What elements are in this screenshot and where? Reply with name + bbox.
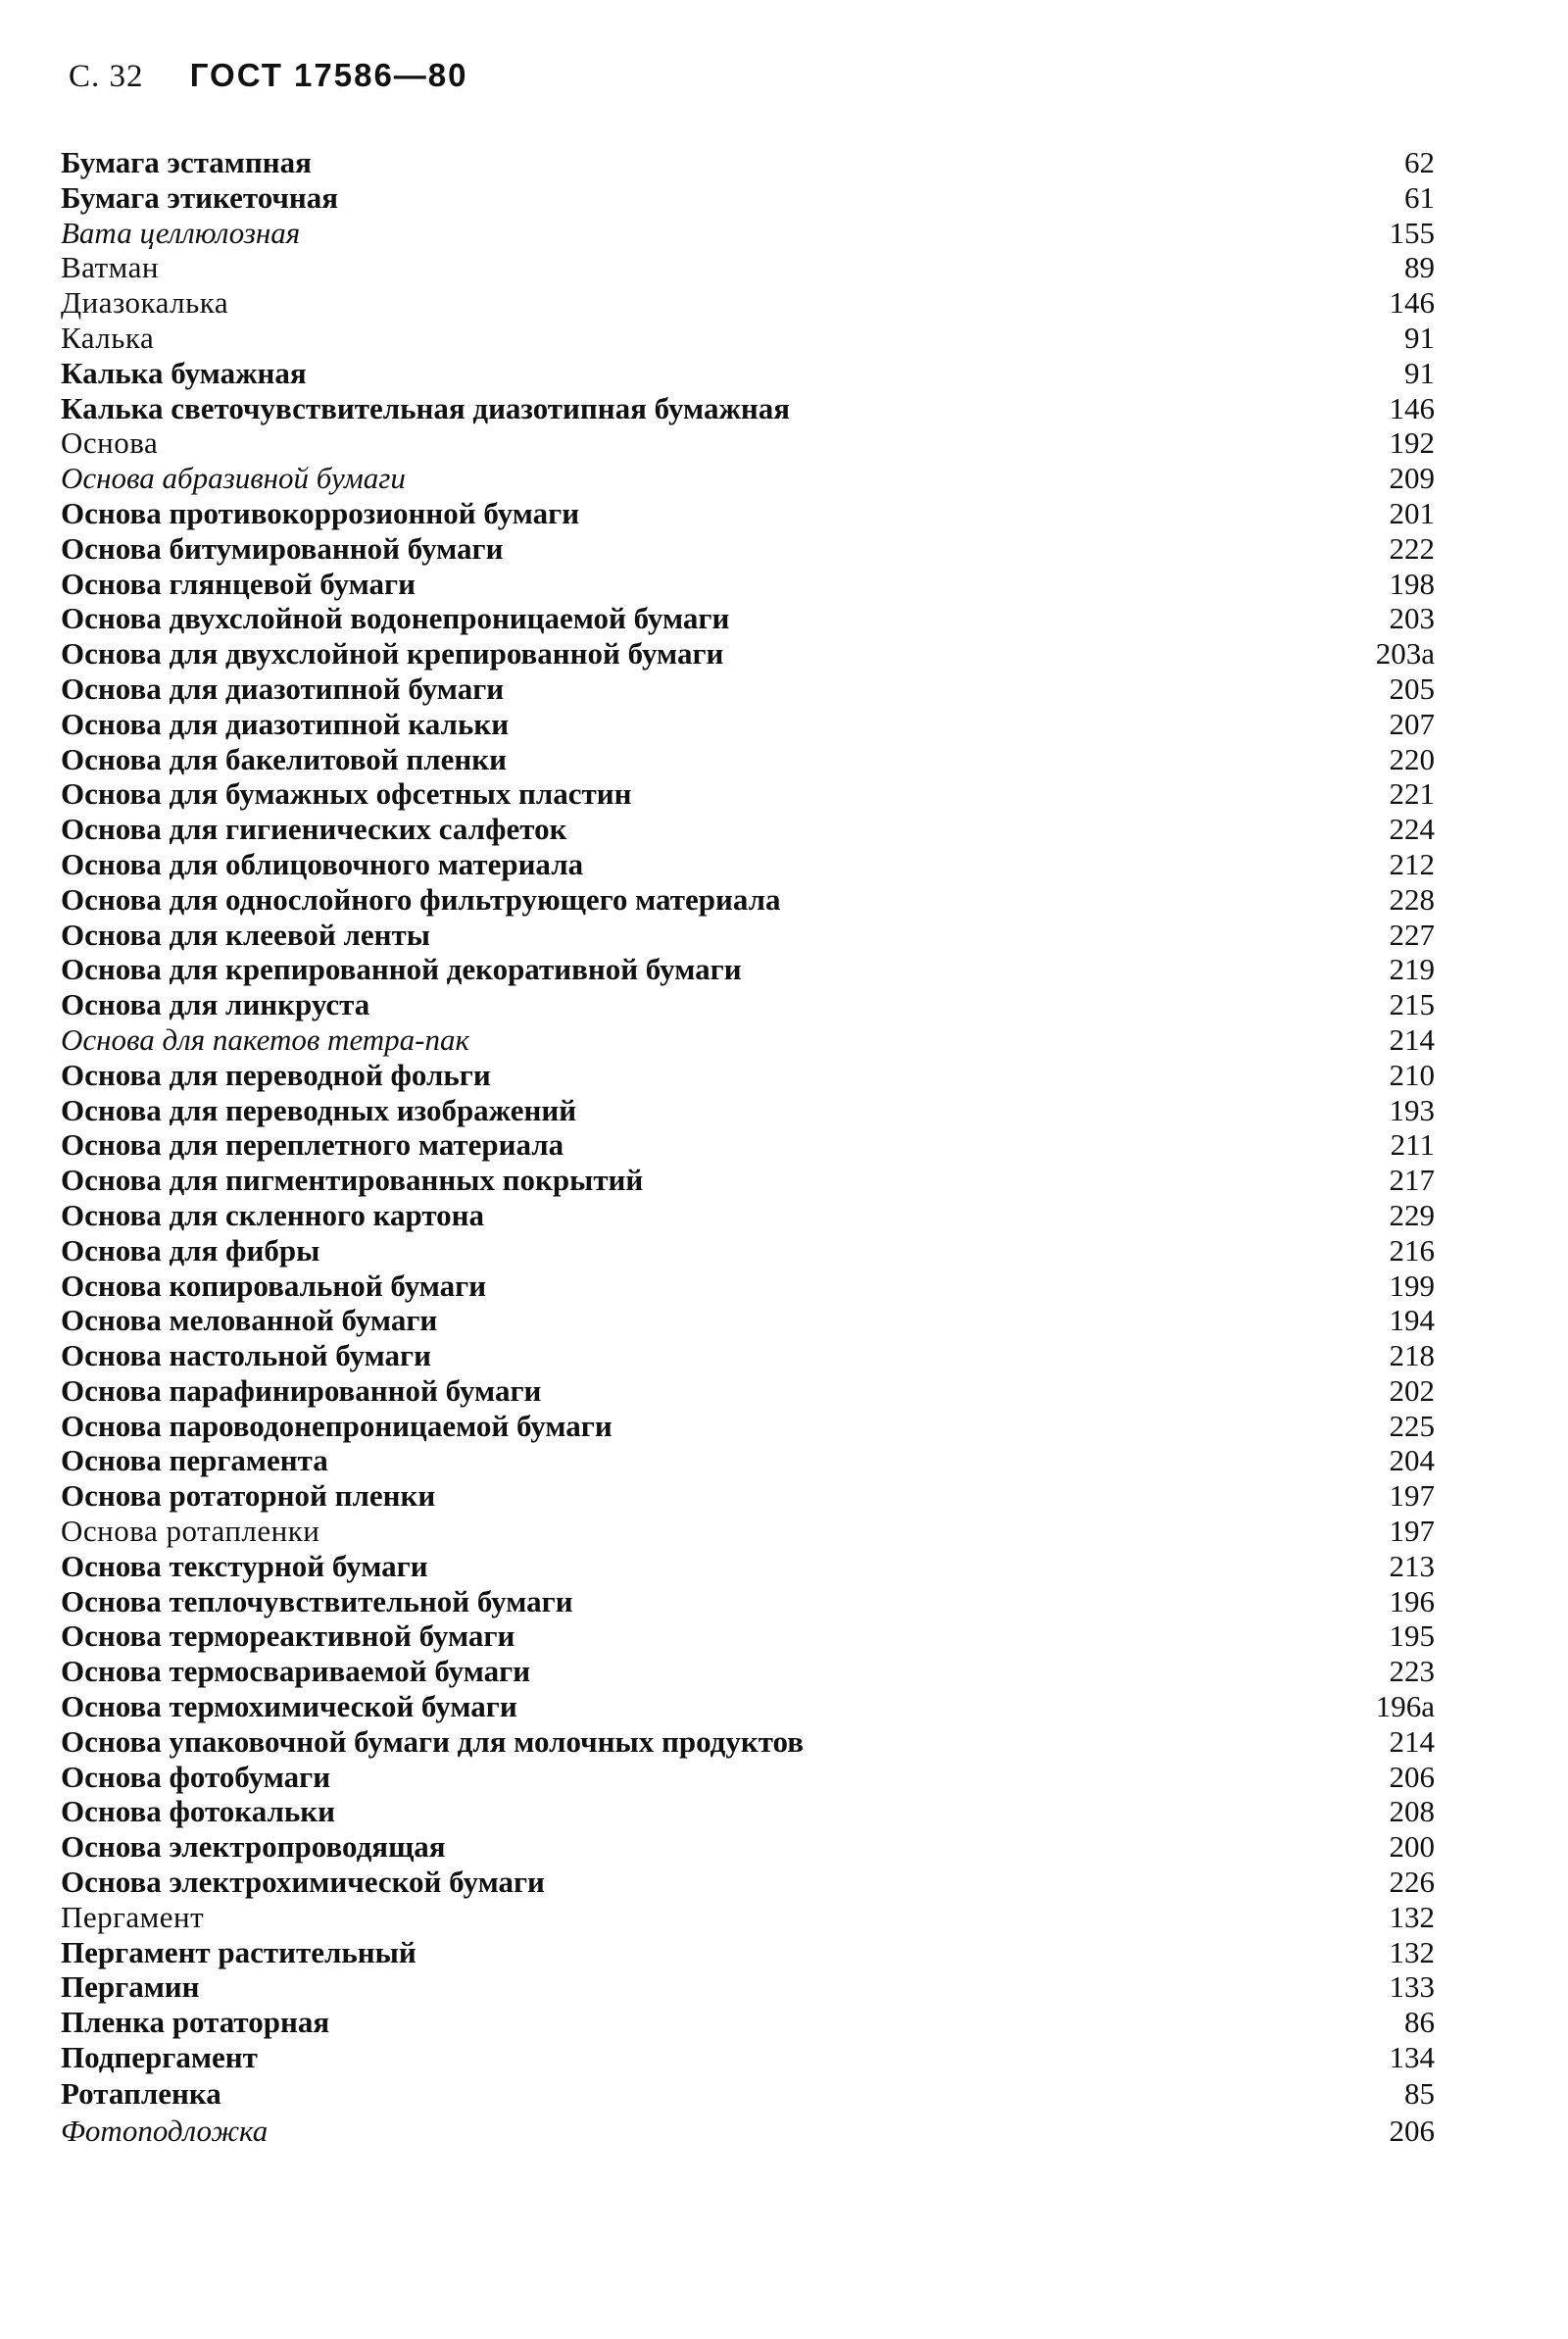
index-term: Основа для переводной фольги <box>61 1057 491 1092</box>
index-term: Пергамент <box>61 1899 205 1934</box>
index-term: Фотоподложка <box>61 2113 269 2148</box>
index-entry <box>61 1584 1435 1619</box>
index-entry <box>61 952 1435 987</box>
index-page-number: 227 <box>1389 917 1435 952</box>
index-entry <box>61 1443 1435 1478</box>
index-page-number: 193 <box>1389 1092 1435 1127</box>
index-page-number: 61 <box>1404 179 1435 215</box>
index-entry <box>61 636 1435 672</box>
index-page-number: 198 <box>1389 566 1435 601</box>
page-header <box>69 57 468 95</box>
index-term: Основа для бакелитовой пленки <box>61 741 507 776</box>
index-page-number: 133 <box>1389 1969 1435 2005</box>
index-term: Основа фотокальки <box>61 1794 335 1829</box>
index-term: Ротапленка <box>61 2075 221 2111</box>
index-term: Основа текстурной бумаги <box>61 1548 428 1583</box>
index-entry <box>61 1233 1435 1269</box>
index-entry <box>61 1514 1435 1549</box>
index-term: Основа термореактивной бумаги <box>61 1618 515 1654</box>
index-page-number: 196а <box>1375 1689 1435 1724</box>
index-page-number: 197 <box>1389 1514 1435 1549</box>
index-term: Основа пергамента <box>61 1443 328 1478</box>
index-page-number: 212 <box>1389 846 1435 881</box>
index-entry <box>61 1724 1435 1760</box>
index-page-number: 132 <box>1389 1934 1435 1969</box>
index-term: Основа глянцевой бумаги <box>61 566 416 601</box>
index-entry <box>61 356 1435 391</box>
index-entry <box>61 425 1435 461</box>
index-entry <box>61 1969 1435 2005</box>
index-term: Основа для пакетов тетра-пак <box>61 1021 470 1057</box>
index-page-number: 216 <box>1389 1232 1435 1268</box>
index-page-number: 202 <box>1389 1372 1435 1408</box>
index-term: Основа электрохимической бумаги <box>61 1865 545 1900</box>
index-page-number: 62 <box>1404 145 1435 179</box>
index-page-number: 146 <box>1389 285 1435 321</box>
index-page-number: 229 <box>1389 1197 1435 1232</box>
index-term: Основа <box>61 425 159 461</box>
index-term: Основа для крепированной декоративной бумаги <box>61 952 742 987</box>
index-page-number: 207 <box>1389 706 1435 741</box>
index-term: Основа фотобумаги <box>61 1759 331 1794</box>
index-term: Основа для клеевой ленты <box>61 917 430 952</box>
index-entry <box>61 812 1435 847</box>
index-entry <box>61 1409 1435 1444</box>
index-page-number: 214 <box>1389 1723 1435 1759</box>
index-term: Калька светочувствительная диазотипная бумажная <box>61 390 791 425</box>
index-page-number: 201 <box>1389 495 1435 530</box>
index-term: Основа термосвариваемой бумаги <box>61 1654 531 1689</box>
index-term: Калька <box>61 320 155 355</box>
index-entry <box>61 918 1435 953</box>
page-number: С. 32 <box>69 59 144 94</box>
index-term: Основа для бумажных офсетных пластин <box>61 776 632 812</box>
index-term: Основа ротаторной пленки <box>61 1478 436 1514</box>
index-term: Основа для линкруста <box>61 987 370 1022</box>
index-page-number: 197 <box>1389 1478 1435 1514</box>
index-page-number: 213 <box>1389 1548 1435 1583</box>
index-page-number: 225 <box>1389 1408 1435 1443</box>
index-page-number: 221 <box>1389 776 1435 812</box>
index-page-number: 217 <box>1389 1163 1435 1198</box>
index-entry <box>61 1760 1435 1795</box>
index-entry <box>61 776 1435 812</box>
index-entry <box>61 567 1435 602</box>
index-term: Основа электропроводящая <box>61 1829 446 1865</box>
index-page-number: 204 <box>1389 1443 1435 1478</box>
term-index-list <box>61 145 1435 2150</box>
index-term: Основа для облицовочного материала <box>61 846 584 881</box>
index-page-number: 218 <box>1389 1338 1435 1373</box>
index-term: Основа для однослойного фильтрующего материала <box>61 881 781 917</box>
index-entry <box>61 1303 1435 1338</box>
index-entry <box>61 672 1435 707</box>
index-entry <box>61 1163 1435 1198</box>
index-entry <box>61 1058 1435 1093</box>
index-term: Основа для переплетного материала <box>61 1127 564 1163</box>
index-page-number: 226 <box>1389 1865 1435 1900</box>
index-entry <box>61 1654 1435 1689</box>
index-page-number: 224 <box>1389 812 1435 847</box>
index-page-number: 194 <box>1389 1303 1435 1338</box>
index-entry <box>61 496 1435 531</box>
index-term: Основа для двухслойной крепированной бумаги <box>61 636 724 672</box>
index-entry <box>61 1900 1435 1935</box>
index-entry <box>61 1549 1435 1584</box>
index-page-number: 86 <box>1404 2005 1435 2040</box>
index-entry <box>61 531 1435 567</box>
index-entry <box>61 1198 1435 1233</box>
index-page-number: 214 <box>1389 1021 1435 1057</box>
index-page-number: 89 <box>1404 250 1435 285</box>
index-entry <box>61 1829 1435 1865</box>
index-term: Основа битумированной бумаги <box>61 530 504 566</box>
index-page-number: 132 <box>1389 1899 1435 1934</box>
index-entry <box>61 2005 1435 2040</box>
index-page-number: 134 <box>1389 2040 1435 2075</box>
index-page-number: 199 <box>1389 1268 1435 1303</box>
index-page-number: 206 <box>1389 1759 1435 1794</box>
index-term: Пергамин <box>61 1969 200 2005</box>
index-page-number: 215 <box>1389 987 1435 1022</box>
index-entry <box>61 1022 1435 1058</box>
index-entry <box>61 250 1435 285</box>
index-term: Основа для гигиенических салфеток <box>61 812 567 847</box>
index-page-number: 208 <box>1389 1794 1435 1829</box>
index-entry <box>61 321 1435 356</box>
index-term: Основа парафинированной бумаги <box>61 1372 542 1408</box>
index-entry <box>61 1093 1435 1128</box>
index-entry <box>61 1794 1435 1829</box>
index-page-number: 223 <box>1389 1654 1435 1689</box>
index-term: Основа упаковочной бумаги для молочных продуктов <box>61 1723 805 1759</box>
index-term: Бумага этикеточная <box>61 179 339 215</box>
index-page-number: 85 <box>1404 2075 1435 2111</box>
index-entry <box>61 2113 1435 2150</box>
index-term: Основа для фибры <box>61 1232 320 1268</box>
index-term: Основа абразивной бумаги <box>61 461 406 496</box>
index-page-number: 146 <box>1389 390 1435 425</box>
index-entry <box>61 1338 1435 1373</box>
index-term: Подпергамент <box>61 2040 258 2075</box>
index-entry <box>61 742 1435 777</box>
index-term: Основа для переводных изображений <box>61 1092 577 1127</box>
index-term: Основа двухслойной водонепроницаемой бумаги <box>61 601 730 636</box>
index-page-number: 195 <box>1389 1618 1435 1654</box>
index-term: Основа настольной бумаги <box>61 1338 431 1373</box>
index-entry <box>61 461 1435 496</box>
index-entry <box>61 1935 1435 1970</box>
index-entry <box>61 601 1435 636</box>
index-entry <box>61 1269 1435 1304</box>
index-entry <box>61 707 1435 742</box>
index-entry <box>61 1373 1435 1409</box>
index-entry <box>61 145 1435 180</box>
index-term: Основа для скленного картона <box>61 1197 485 1232</box>
index-entry <box>61 1689 1435 1724</box>
index-term: Диазокалька <box>61 285 229 321</box>
index-page-number: 91 <box>1404 320 1435 355</box>
index-entry <box>61 216 1435 251</box>
index-page-number: 210 <box>1389 1057 1435 1092</box>
index-term: Основа для диазотипной кальки <box>61 706 510 741</box>
standard-designation: ГОСТ 17586—80 <box>189 57 468 93</box>
index-entry <box>61 1865 1435 1900</box>
index-entry <box>61 1127 1435 1163</box>
index-term: Основа мелованной бумаги <box>61 1303 438 1338</box>
index-entry <box>61 987 1435 1022</box>
index-term: Основа для пигментированных покрытий <box>61 1163 644 1198</box>
index-page-number: 219 <box>1389 952 1435 987</box>
index-entry <box>61 1618 1435 1654</box>
index-page-number: 200 <box>1389 1829 1435 1865</box>
index-page-number: 228 <box>1389 881 1435 917</box>
index-entry <box>61 882 1435 918</box>
index-entry <box>61 847 1435 882</box>
index-term: Пленка ротаторная <box>61 2005 330 2040</box>
index-entry <box>61 391 1435 426</box>
index-page-number: 203а <box>1375 636 1435 672</box>
index-term: Бумага эстампная <box>61 145 312 179</box>
index-term: Основа пароводонепроницаемой бумаги <box>61 1408 612 1443</box>
index-term: Основа ротапленки <box>61 1514 320 1549</box>
index-term: Основа копировальной бумаги <box>61 1268 487 1303</box>
index-page-number: 155 <box>1389 215 1435 250</box>
index-entry <box>61 1478 1435 1514</box>
index-page-number: 196 <box>1389 1583 1435 1618</box>
index-term: Вата целлюлозная <box>61 215 301 250</box>
index-term: Основа для диазотипной бумаги <box>61 671 505 706</box>
index-page-number: 91 <box>1404 355 1435 390</box>
index-term: Пергамент растительный <box>61 1934 416 1969</box>
index-page-number: 203 <box>1389 601 1435 636</box>
index-entry <box>61 180 1435 216</box>
index-term: Основа теплочувствительной бумаги <box>61 1583 573 1618</box>
index-entry <box>61 2075 1435 2113</box>
index-page-number: 209 <box>1389 461 1435 496</box>
index-page-number: 206 <box>1389 2113 1435 2148</box>
index-term: Основа термохимической бумаги <box>61 1689 517 1724</box>
index-page-number: 192 <box>1389 425 1435 461</box>
index-term: Основа противокоррозионной бумаги <box>61 495 580 530</box>
index-page-number: 220 <box>1389 741 1435 776</box>
index-page-number: 211 <box>1390 1127 1435 1163</box>
index-page-number: 205 <box>1389 671 1435 706</box>
index-term: Ватман <box>61 250 159 285</box>
index-term: Калька бумажная <box>61 355 307 390</box>
index-entry <box>61 2040 1435 2075</box>
index-entry <box>61 285 1435 321</box>
index-page-number: 222 <box>1389 530 1435 566</box>
